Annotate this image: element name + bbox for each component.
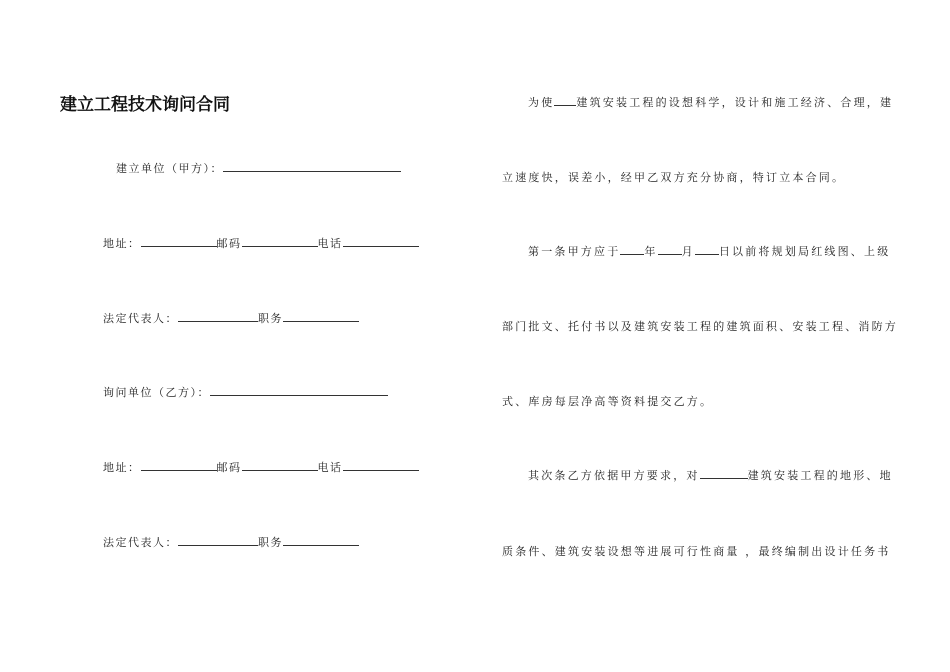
postcode-blank	[242, 237, 318, 247]
position2-label: 职务	[258, 536, 283, 549]
document-title: 建立工程技术询问合同	[60, 95, 230, 115]
p3-blank	[700, 469, 748, 479]
legal-rep2-label: 法定代表人：	[103, 536, 178, 549]
address2-blank	[141, 461, 217, 471]
consultant-label: 询问单位（乙方）：	[103, 386, 210, 399]
p1-blank	[554, 96, 576, 106]
phone-blank	[343, 237, 419, 247]
position-blank	[283, 312, 359, 322]
p2-month-blank	[658, 245, 682, 255]
owner-legal-rep-line	[103, 310, 359, 326]
owner-label: 建立单位（甲方）：	[116, 162, 223, 175]
paragraph-3-line-2: 质条件、建筑安装设想等进展可行性商量 ，最终编制出设计任务书	[502, 545, 891, 558]
paragraph-2-line-3: 式、库房每层净高等资料提交乙方。	[502, 395, 714, 408]
consultant-legal-rep-line	[103, 534, 359, 550]
position-label: 职务	[258, 312, 283, 325]
p2-month: 月	[681, 245, 695, 258]
phone-label: 电话	[317, 237, 343, 250]
p2-year-blank	[620, 245, 644, 255]
address2-label: 地址：	[103, 461, 141, 474]
postcode-label: 邮码	[216, 237, 242, 250]
postcode2-label: 邮码	[216, 461, 242, 474]
p2-day-blank	[695, 245, 719, 255]
owner-address-line	[103, 235, 419, 251]
postcode2-blank	[242, 461, 318, 471]
address-blank	[141, 237, 217, 247]
consultant-address-line	[103, 459, 419, 475]
position2-blank	[283, 536, 359, 546]
legal-rep2-blank	[178, 536, 258, 546]
paragraph-3-line-1	[528, 467, 893, 483]
p3-text-a: 其次条乙方依据甲方要求，对	[528, 469, 700, 482]
p1-text-b: 建筑安装工程的设想科学，设计和施工经济、合理，建	[576, 96, 894, 109]
address-label: 地址：	[103, 237, 141, 250]
phone2-label: 电话	[317, 461, 343, 474]
legal-rep-label: 法定代表人：	[103, 312, 178, 325]
consultant-line	[103, 384, 388, 400]
paragraph-1-line-1	[528, 94, 893, 110]
legal-rep-blank	[178, 312, 258, 322]
p1-text-a: 为使	[528, 96, 555, 109]
paragraph-2-line-1	[528, 243, 890, 259]
paragraph-2-line-2: 部门批文、托付书以及建筑安装工程的建筑面积、安装工程、消防方	[502, 320, 898, 333]
p3-text-b: 建筑安装工程的地形、地	[747, 469, 893, 482]
owner-blank	[223, 162, 401, 172]
p2-text-a: 第一条甲方应于	[528, 245, 621, 258]
p2-text-b: 日以前将规划局红线图、上级	[718, 245, 891, 258]
phone2-blank	[343, 461, 419, 471]
paragraph-1-line-2: 立速度快，误差小，经甲乙双方充分协商，特订立本合同。	[502, 171, 846, 184]
consultant-blank	[210, 386, 388, 396]
owner-line	[116, 160, 401, 176]
p2-year: 年	[644, 245, 658, 258]
